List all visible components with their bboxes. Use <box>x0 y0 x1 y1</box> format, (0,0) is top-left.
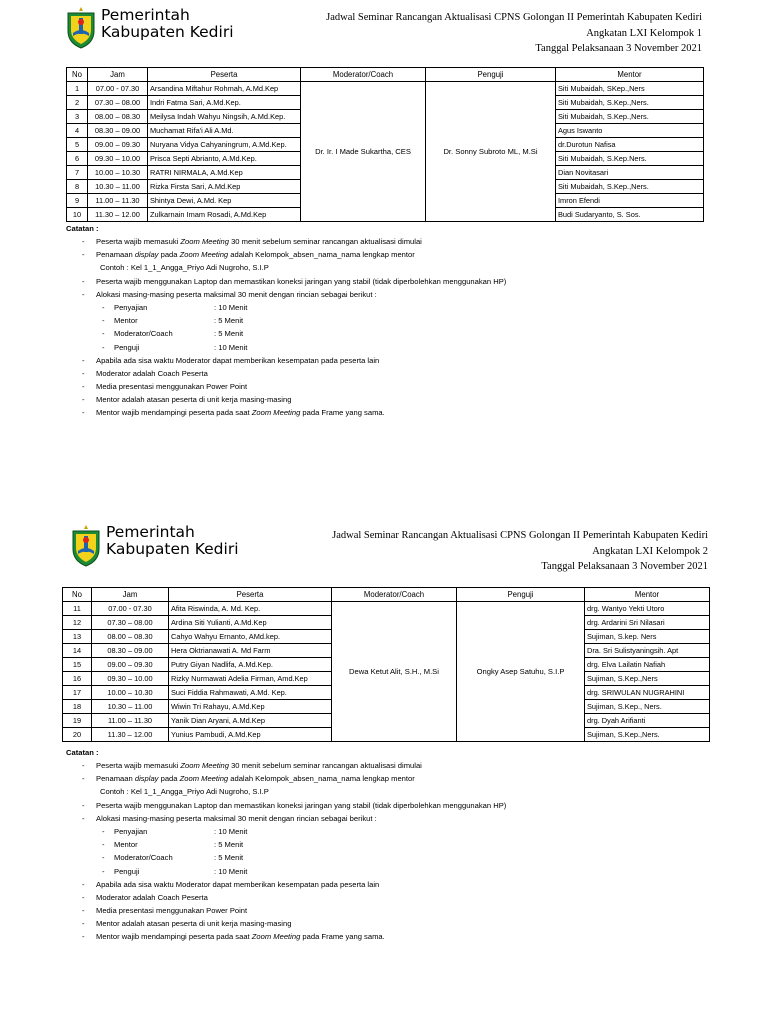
note-dash: - <box>82 250 85 260</box>
note-dash: - <box>82 368 85 378</box>
note-text: Media presentasi menggunakan Power Point <box>96 906 248 916</box>
note-text-italic: display <box>134 774 159 784</box>
row-time: 09.30 – 10.00 <box>92 672 169 686</box>
row-participant: Hera Oktrianawati A. Md Farm <box>169 644 332 658</box>
note-text-italic: Zoom Meeting <box>251 932 301 942</box>
note-item <box>66 891 706 904</box>
note-text: Alokasi masing-masing peserta maksimal 30 menit dengan rincian sebagai berikut : <box>96 289 377 299</box>
row-time: 11.00 – 11.30 <box>88 194 148 208</box>
alloc-value: : 10 Menit <box>214 302 248 312</box>
row-no: 17 <box>63 686 92 700</box>
note-dash: - <box>82 919 85 929</box>
row-time: 10.30 – 11.00 <box>88 180 148 194</box>
alloc-dash: - <box>102 316 105 326</box>
row-participant: Prisca Septi Abrianto, A.Md.Kep. <box>148 152 301 166</box>
row-mentor: dr.Durotun Nafisa <box>556 138 704 152</box>
header-jam: Jam <box>92 588 169 602</box>
row-mentor: Dian Novitasari <box>556 166 704 180</box>
row-time: 08.00 – 08.30 <box>92 630 169 644</box>
row-mentor: Agus Iswanto <box>556 124 704 138</box>
row-time: 11.30 – 12.00 <box>92 728 169 742</box>
row-mentor: Siti Mubaidah, SKep.,Ners <box>556 82 704 96</box>
row-no: 6 <box>67 152 88 166</box>
row-mentor: drg. Dyah Arifianti <box>585 714 710 728</box>
group-label: Angkatan LXI Kelompok 1 <box>586 27 702 39</box>
alloc-dash: - <box>102 866 105 876</box>
row-mentor: Dra. Sri Sulistyaningsih. Apt <box>585 644 710 658</box>
alloc-item <box>66 314 706 327</box>
note-item <box>66 799 706 812</box>
note-text: Mentor adalah atasan peserta di unit kerja masing-masing <box>96 919 292 929</box>
alloc-label: Mentor <box>114 316 138 326</box>
alloc-label: Moderator/Coach <box>114 329 173 339</box>
note-dash: - <box>82 408 85 418</box>
row-no: 9 <box>67 194 88 208</box>
alloc-label: Moderator/Coach <box>114 853 173 863</box>
row-no: 5 <box>67 138 88 152</box>
row-mentor: Siti Mubaidah, S.Kep.,Ners. <box>556 110 704 124</box>
alloc-label: Penguji <box>114 866 140 876</box>
row-participant: Arsandina Miftahur Rohmah, A.Md.Kep <box>148 82 301 96</box>
row-no: 12 <box>63 616 92 630</box>
note-item <box>66 275 706 288</box>
note-item <box>66 393 706 406</box>
row-participant: Ardina Siti Yulianti, A.Md.Kep <box>169 616 332 630</box>
row-no: 13 <box>63 630 92 644</box>
header-penguji: Penguji <box>457 588 585 602</box>
alloc-value: : 5 Menit <box>214 316 244 326</box>
note-text: Peserta wajib menggunakan Laptop dan memastikan koneksi jaringan yang stabil (tidak diperbolehkan menggunakan HP) <box>96 276 507 286</box>
row-participant: Meilysa Indah Wahyu Ningsih, A.Md.Kep. <box>148 110 301 124</box>
note-item <box>66 235 706 248</box>
alloc-dash: - <box>102 826 105 836</box>
note-text: Apabila ada sisa waktu Moderator dapat memberikan kesempatan pada peserta lain <box>96 355 380 365</box>
note-example <box>66 261 706 274</box>
note-dash: - <box>82 761 85 770</box>
notes-block <box>66 746 706 966</box>
note-dash: - <box>82 276 85 286</box>
note-item <box>66 930 706 943</box>
header-penguji: Penguji <box>426 68 556 82</box>
note-item <box>66 248 706 261</box>
header-no: No <box>67 68 88 82</box>
note-text: Peserta wajib menggunakan Laptop dan memastikan koneksi jaringan yang stabil (tidak diperbolehkan menggunakan HP) <box>96 800 507 810</box>
alloc-value: : 10 Menit <box>214 342 248 352</box>
table-header-row <box>67 68 704 82</box>
note-dash: - <box>82 906 85 916</box>
row-no: 14 <box>63 644 92 658</box>
table-row <box>63 602 710 616</box>
row-participant: RATRI NIRMALA, A.Md.Kep <box>148 166 301 180</box>
header-no: No <box>63 588 92 602</box>
alloc-value: : 10 Menit <box>214 866 248 876</box>
note-text: pada <box>158 250 180 260</box>
note-text: Penamaan <box>96 774 135 784</box>
row-no: 8 <box>67 180 88 194</box>
note-dash: - <box>82 879 85 889</box>
header-mentor: Mentor <box>556 68 704 82</box>
notes-block <box>66 222 706 442</box>
table-row <box>67 82 704 96</box>
note-dash: - <box>82 774 85 784</box>
alloc-item <box>66 301 706 314</box>
schedule-title: Jadwal Seminar Rancangan Aktualisasi CPNS Golongan II Pemerintah Kabupaten Kediri <box>332 530 708 541</box>
row-time: 09.00 – 09.30 <box>92 658 169 672</box>
row-time: 10.00 – 10.30 <box>92 686 169 700</box>
note-item <box>66 406 706 419</box>
row-time: 10.00 – 10.30 <box>88 166 148 180</box>
row-participant: Putry Giyan Nadlifa, A.Md.Kep. <box>169 658 332 672</box>
alloc-dash: - <box>102 840 105 850</box>
row-participant: Rizky Nurmawati Adelia Firman, Amd.Kep <box>169 672 332 686</box>
row-time: 07.30 – 08.00 <box>92 616 169 630</box>
row-participant: Suci Fiddia Rahmawati, A.Md. Kep. <box>169 686 332 700</box>
row-mentor: Imron Efendi <box>556 194 704 208</box>
row-no: 1 <box>67 82 88 96</box>
note-example <box>66 785 706 798</box>
row-mentor: Siti Mubaidah, S.Kep.Ners. <box>556 152 704 166</box>
note-text: pada Frame yang sama. <box>300 932 385 942</box>
row-time: 07.00 - 07.30 <box>88 82 148 96</box>
alloc-dash: - <box>102 329 105 339</box>
note-text: adalah Kelompok_absen_nama_nama lengkap mentor <box>228 774 415 784</box>
row-participant: Rizka Firsta Sari, A.Md.Kep <box>148 180 301 194</box>
note-item <box>66 759 706 772</box>
alloc-value: : 5 Menit <box>214 840 244 850</box>
row-participant: Wiwin Tri Rahayu, A.Md.Kep <box>169 700 332 714</box>
note-text: Media presentasi menggunakan Power Point <box>96 382 248 392</box>
notes-heading: Catatan : <box>66 748 99 757</box>
note-dash: - <box>82 237 85 246</box>
note-dash: - <box>82 892 85 902</box>
row-time: 09.30 – 10.00 <box>88 152 148 166</box>
alloc-dash: - <box>102 853 105 863</box>
row-time: 08.00 – 08.30 <box>88 110 148 124</box>
row-time: 07.00 - 07.30 <box>92 602 169 616</box>
header-jam: Jam <box>88 68 148 82</box>
note-item <box>66 772 706 785</box>
alloc-label: Penguji <box>114 342 140 352</box>
row-mentor: drg. Elva Lailatin Nafiah <box>585 658 710 672</box>
penguji-cell: Dr. Sonny Subroto ML, M.Si <box>426 82 556 222</box>
row-time: 11.00 – 11.30 <box>92 714 169 728</box>
kediri-emblem-logo <box>66 7 96 49</box>
alloc-value: : 5 Menit <box>214 329 244 339</box>
note-text: Peserta wajib memasuki <box>96 237 181 246</box>
penguji-cell: Ongky Asep Satuhu, S.I.P <box>457 602 585 742</box>
row-time: 09.00 – 09.30 <box>88 138 148 152</box>
note-text: 30 menit sebelum seminar rancangan aktualisasi dimulai <box>228 761 422 770</box>
row-mentor: Sujiman, S.Kep.,Ners. <box>585 728 710 742</box>
row-participant: Afita Riswinda, A. Md. Kep. <box>169 602 332 616</box>
note-text-italic: Zoom Meeting <box>251 408 301 418</box>
row-no: 15 <box>63 658 92 672</box>
row-participant: Cahyo Wahyu Ernanto, AMd.kep. <box>169 630 332 644</box>
row-no: 16 <box>63 672 92 686</box>
note-text: Mentor wajib mendampingi peserta pada saat <box>96 932 252 942</box>
date-label: Tanggal Pelaksanaan 3 November 2021 <box>541 561 708 572</box>
note-dash: - <box>82 382 85 392</box>
alloc-item <box>66 838 706 851</box>
row-participant: Muchamat Rifa'i Ali A.Md. <box>148 124 301 138</box>
alloc-value: : 5 Menit <box>214 853 244 863</box>
note-example-text: Contoh : Kel 1_1_Angga_Priyo Adi Nugroho, S.I.P <box>100 787 269 797</box>
schedule-table <box>62 587 710 742</box>
alloc-item <box>66 865 706 878</box>
alloc-value: : 10 Menit <box>214 826 248 836</box>
alloc-item <box>66 851 706 864</box>
alloc-dash: - <box>102 302 105 312</box>
row-participant: Shintya Dewi, A.Md. Kep <box>148 194 301 208</box>
note-text: Peserta wajib memasuki <box>96 761 181 770</box>
note-dash: - <box>82 355 85 365</box>
group-label: Angkatan LXI Kelompok 2 <box>592 545 708 557</box>
row-participant: Nuryana Vidya Cahyaningrum, A.Md.Kep. <box>148 138 301 152</box>
note-text-italic: display <box>134 250 159 260</box>
row-no: 11 <box>63 602 92 616</box>
row-time: 11.30 – 12.00 <box>88 208 148 222</box>
header-mentor: Mentor <box>585 588 710 602</box>
row-no: 20 <box>63 728 92 742</box>
row-mentor: drg. Ardarini Sri Nilasari <box>585 616 710 630</box>
note-item <box>66 904 706 917</box>
row-no: 4 <box>67 124 88 138</box>
row-mentor: drg. Wantyo Yekti Utoro <box>585 602 710 616</box>
note-item <box>66 354 706 367</box>
note-text: adalah Kelompok_absen_nama_nama lengkap mentor <box>228 250 415 260</box>
row-participant: Yanik Dian Aryani, A.Md.Kep <box>169 714 332 728</box>
org-name-line1: Pemerintah <box>106 523 195 541</box>
date-label: Tanggal Pelaksanaan 3 November 2021 <box>535 43 702 54</box>
note-item <box>66 380 706 393</box>
org-name-line2: Kabupaten Kediri <box>106 540 239 558</box>
row-no: 10 <box>67 208 88 222</box>
note-example-text: Contoh : Kel 1_1_Angga_Priyo Adi Nugroho, S.I.P <box>100 263 269 273</box>
row-no: 3 <box>67 110 88 124</box>
row-mentor: Siti Mubaidah, S.Kep.,Ners. <box>556 96 704 110</box>
row-no: 2 <box>67 96 88 110</box>
note-text: Moderator adalah Coach Peserta <box>96 368 208 378</box>
row-mentor: drg. SRIWULAN NUGRAHINI <box>585 686 710 700</box>
header-peserta: Peserta <box>169 588 332 602</box>
note-dash: - <box>82 813 85 823</box>
row-time: 07.30 – 08.00 <box>88 96 148 110</box>
note-text: Apabila ada sisa waktu Moderator dapat memberikan kesempatan pada peserta lain <box>96 879 380 889</box>
row-mentor: Sujiman, S.kep. Ners <box>585 630 710 644</box>
note-text: Mentor adalah atasan peserta di unit kerja masing-masing <box>96 395 292 405</box>
note-text: Moderator adalah Coach Peserta <box>96 892 208 902</box>
note-text-italic: Zoom Meeting <box>180 237 229 246</box>
row-mentor: Sujiman, S.Kep.,Ners <box>585 672 710 686</box>
header-peserta: Peserta <box>148 68 301 82</box>
alloc-item <box>66 825 706 838</box>
moderator-cell: Dr. Ir. I Made Sukartha, CES <box>301 82 426 222</box>
alloc-item <box>66 327 706 340</box>
row-mentor: Sujiman, S.Kep., Ners. <box>585 700 710 714</box>
notes-heading: Catatan : <box>66 224 99 233</box>
note-text-italic: Zoom Meeting <box>179 774 229 784</box>
kediri-emblem-logo <box>71 525 101 567</box>
row-no: 19 <box>63 714 92 728</box>
table-header-row <box>63 588 710 602</box>
alloc-label: Mentor <box>114 840 138 850</box>
header-moderator: Moderator/Coach <box>332 588 457 602</box>
row-time: 10.30 – 11.00 <box>92 700 169 714</box>
note-text: pada <box>158 774 180 784</box>
note-item <box>66 288 706 301</box>
row-no: 7 <box>67 166 88 180</box>
note-text: Mentor wajib mendampingi peserta pada saat <box>96 408 252 418</box>
note-text: pada Frame yang sama. <box>300 408 385 418</box>
note-text: Penamaan <box>96 250 135 260</box>
note-item <box>66 812 706 825</box>
note-dash: - <box>82 395 85 405</box>
header-moderator: Moderator/Coach <box>301 68 426 82</box>
note-dash: - <box>82 800 85 810</box>
alloc-label: Penyajian <box>114 302 148 312</box>
alloc-dash: - <box>102 342 105 352</box>
note-item <box>66 917 706 930</box>
row-mentor: Budi Sudaryanto, S. Sos. <box>556 208 704 222</box>
schedule-title: Jadwal Seminar Rancangan Aktualisasi CPNS Golongan II Pemerintah Kabupaten Kediri <box>326 12 702 23</box>
row-mentor: Siti Mubaidah, S.Kep.,Ners. <box>556 180 704 194</box>
note-dash: - <box>82 289 85 299</box>
moderator-cell: Dewa Ketut Alit, S.H., M.Si <box>332 602 457 742</box>
row-participant: Yunius Pambudi, A.Md.Kep <box>169 728 332 742</box>
note-text: 30 menit sebelum seminar rancangan aktualisasi dimulai <box>228 237 422 246</box>
alloc-item <box>66 341 706 354</box>
note-text: Alokasi masing-masing peserta maksimal 30 menit dengan rincian sebagai berikut : <box>96 813 377 823</box>
alloc-label: Penyajian <box>114 826 148 836</box>
row-time: 08.30 – 09.00 <box>92 644 169 658</box>
org-name-line2: Kabupaten Kediri <box>101 23 234 41</box>
row-no: 18 <box>63 700 92 714</box>
note-item <box>66 878 706 891</box>
note-text-italic: Zoom Meeting <box>179 250 229 260</box>
row-participant: Zulkarnain Imam Rosadi, A.Md.Kep <box>148 208 301 222</box>
org-name-line1: Pemerintah <box>101 6 190 24</box>
note-dash: - <box>82 932 85 942</box>
note-item <box>66 367 706 380</box>
schedule-table <box>66 67 704 222</box>
row-time: 08.30 – 09.00 <box>88 124 148 138</box>
row-participant: Indri Fatma Sari, A.Md.Kep. <box>148 96 301 110</box>
note-text-italic: Zoom Meeting <box>180 761 229 770</box>
